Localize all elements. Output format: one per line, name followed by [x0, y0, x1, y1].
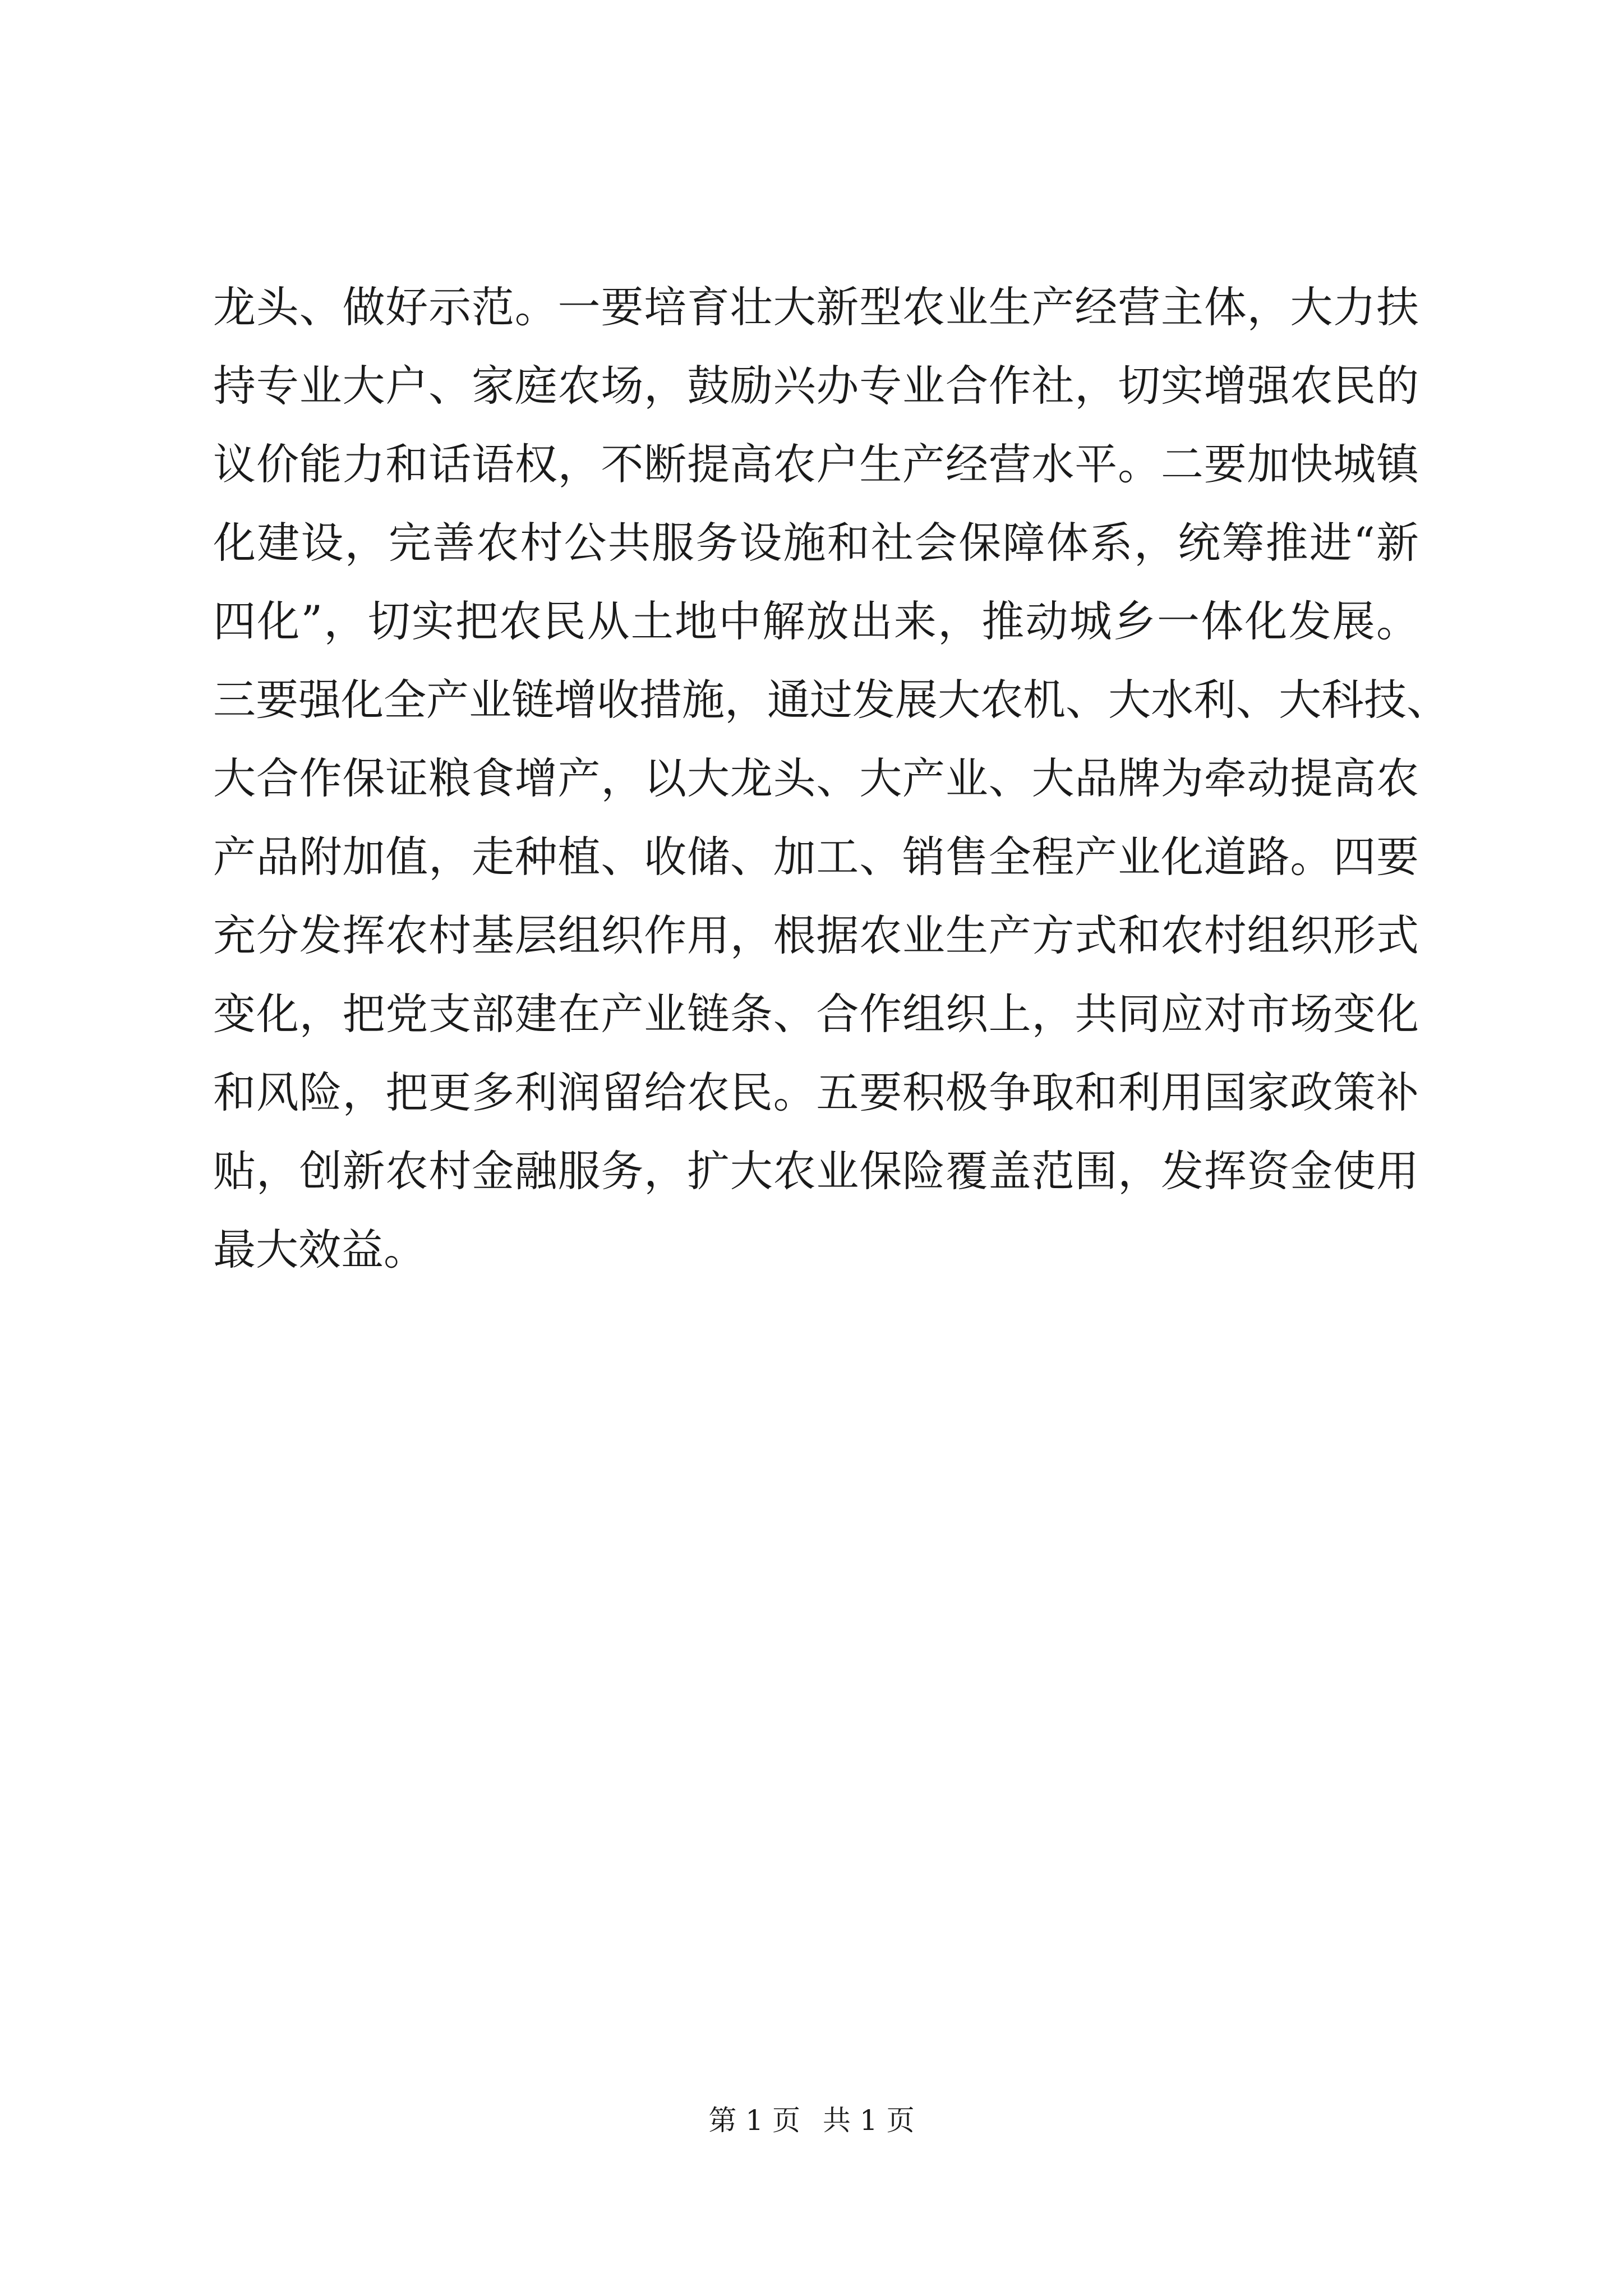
text-line: 最大效益。 — [213, 1225, 426, 1274]
text-line: 议价能力和话语权，不断提高农户生产经营水平。二要加快城镇 — [213, 439, 1419, 489]
text-line: 贴，创新农村金融服务，扩大农业保险覆盖范围，发挥资金使用 — [213, 1146, 1419, 1196]
text-line: 三要强化全产业链增收措施，通过发展大农机、大水利、大科技、 — [213, 675, 1449, 725]
page-number: 第 1 页 — [708, 2104, 800, 2137]
text-line: 充分发挥农村基层组织作用，根据农业生产方式和农村组织形式 — [213, 910, 1419, 960]
text-line: 和风险，把更多利润留给农民。五要积极争取和利用国家政策补 — [213, 1068, 1419, 1117]
text-line: 产品附加值，走种植、收储、加工、销售全程产业化道路。四要 — [213, 832, 1419, 882]
text-line: 龙头、做好示范。一要培育壮大新型农业生产经营主体，大力扶 — [213, 282, 1419, 332]
text-line: 持专业大户、家庭农场，鼓励兴办专业合作社，切实增强农民的 — [213, 361, 1419, 411]
page-total: 共 1 页 — [823, 2104, 915, 2137]
page-footer — [0, 2101, 1623, 2140]
text-line: 化建设，完善农村公共服务设施和社会保障体系，统筹推进“新 — [213, 518, 1419, 568]
text-line: 变化，把党支部建在产业链条、合作组织上，共同应对市场变化 — [213, 989, 1419, 1039]
body-paragraph — [213, 268, 1449, 1289]
text-line: 大合作保证粮食增产，以大龙头、大产业、大品牌为牵动提高农 — [213, 753, 1419, 803]
text-line: 四化”，切实把农民从土地中解放出来，推动城乡一体化发展。 — [213, 596, 1419, 646]
